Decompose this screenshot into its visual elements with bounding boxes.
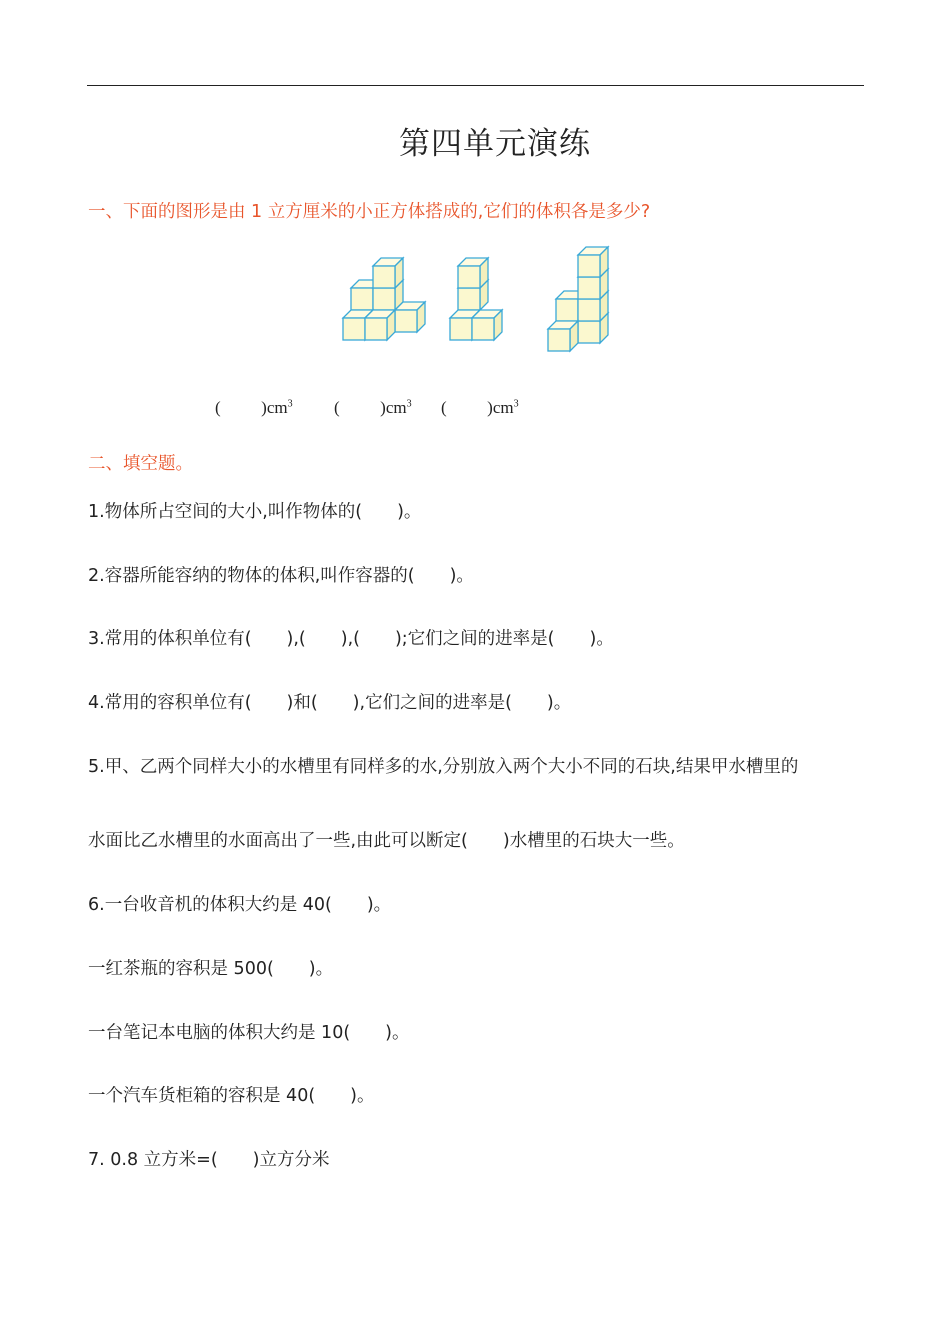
answer-2-unit: )cm <box>380 398 407 417</box>
question-6b: 一红茶瓶的容积是 500( )。 <box>88 959 334 979</box>
answer-1-open: ( <box>215 398 221 417</box>
answer-1-sup: 3 <box>287 398 293 410</box>
top-rule <box>87 85 864 86</box>
section-1-heading: 一、下面的图形是由 1 立方厘米的小正方体搭成的,它们的体积各是多少? <box>88 202 651 222</box>
question-5-line-1: 5.甲、乙两个同样大小的水槽里有同样多的水,分别放入两个大小不同的石块,结果甲水槽里的 <box>88 757 799 777</box>
question-4: 4.常用的容积单位有( )和( ),它们之间的进率是( )。 <box>88 693 572 713</box>
question-7: 7. 0.8 立方米=( )立方分米 <box>88 1150 330 1170</box>
cube <box>373 258 403 288</box>
cube <box>472 310 502 340</box>
answer-3-unit: )cm <box>487 398 514 417</box>
question-5-line-2: 水面比乙水槽里的水面高出了一些,由此可以断定( )水槽里的石块大一些。 <box>88 831 685 851</box>
answer-3-open: ( <box>441 398 447 417</box>
cube-figures <box>330 245 620 360</box>
cube <box>458 258 488 288</box>
answer-blank-2 <box>334 398 412 418</box>
question-1: 1.物体所占空间的大小,叫作物体的( )。 <box>88 502 422 522</box>
answer-1-unit: )cm <box>261 398 288 417</box>
question-6d: 一个汽车货柜箱的容积是 40( )。 <box>88 1086 375 1106</box>
cube <box>548 321 578 351</box>
answer-2-sup: 3 <box>406 398 412 410</box>
cube-figure-3 <box>548 247 608 351</box>
question-3: 3.常用的体积单位有( ),( ),( );它们之间的进率是( )。 <box>88 629 614 649</box>
question-6c: 一台笔记本电脑的体积大约是 10( )。 <box>88 1023 410 1043</box>
question-6: 6.一台收音机的体积大约是 40( )。 <box>88 895 392 915</box>
answer-2-open: ( <box>334 398 340 417</box>
cube-figure-1 <box>343 258 425 340</box>
answer-blank-1 <box>215 398 293 418</box>
cube <box>365 310 395 340</box>
answer-3-sup: 3 <box>513 398 519 410</box>
cube <box>395 302 425 332</box>
answer-blank-3 <box>441 398 519 418</box>
question-2: 2.容器所能容纳的物体的体积,叫作容器的( )。 <box>88 566 474 586</box>
section-2-heading: 二、填空题。 <box>88 454 193 474</box>
cube-figure-2 <box>450 258 502 340</box>
page-title: 第四单元演练 <box>399 126 591 162</box>
cube <box>578 247 608 277</box>
